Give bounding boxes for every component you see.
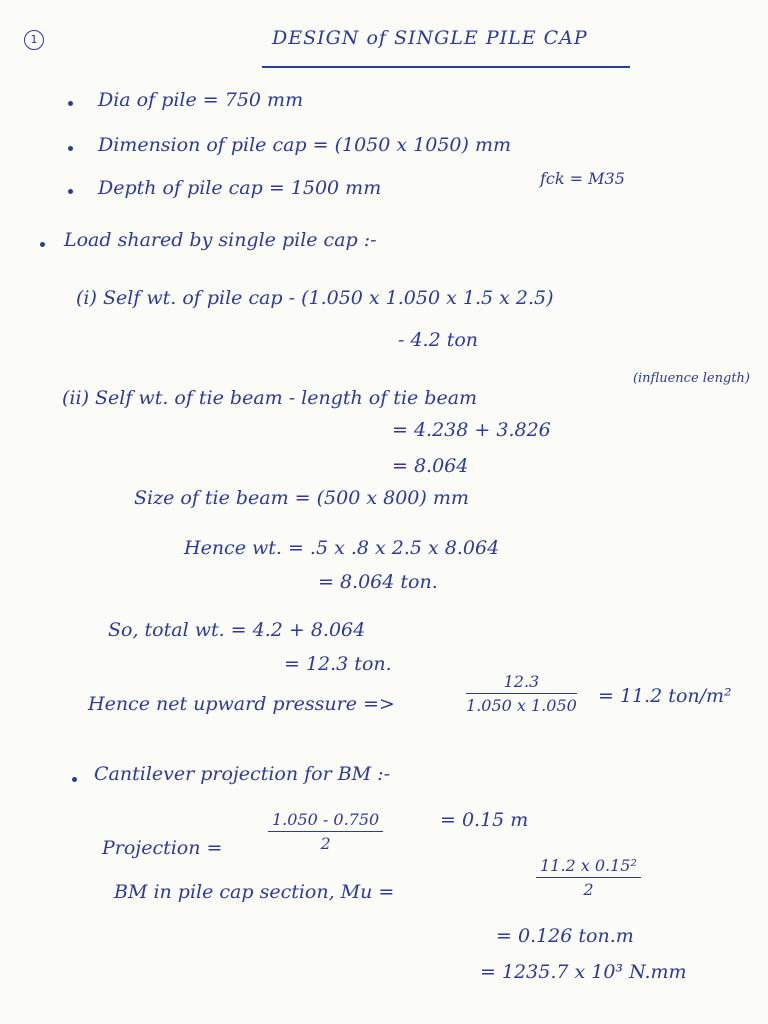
bending-moment-denominator: 2	[583, 880, 594, 899]
influence-length-note: (influence length)	[632, 371, 750, 386]
bending-moment-fraction	[536, 856, 641, 899]
pile-cap-depth-text: Depth of pile cap = 1500 mm	[98, 177, 382, 199]
tie-beam-weight-result: = 8.064 ton.	[318, 571, 438, 593]
projection-numerator: 1.050 - 0.750	[268, 810, 383, 832]
pile-diameter-text: Dia of pile = 750 mm	[98, 89, 304, 111]
page-title: DESIGN of SINGLE PILE CAP	[272, 27, 588, 49]
bullet-dot	[68, 101, 73, 106]
load-shared-heading: Load shared by single pile cap :-	[64, 229, 377, 251]
tie-beam-length-sum: = 4.238 + 3.826	[392, 419, 551, 441]
page-number: 1	[24, 30, 44, 50]
tie-beam-weight-calc: Hence wt. = .5 x .8 x 2.5 x 8.064	[184, 537, 500, 559]
pile-cap-self-weight-text: (i) Self wt. of pile cap - (1.050 x 1.050 x 1.5 x 2.5)	[76, 287, 554, 309]
bending-moment-result-ton: = 0.126 ton.m	[496, 925, 634, 947]
total-weight-text: So, total wt. = 4.2 + 8.064	[108, 619, 366, 641]
bullet-dot	[40, 242, 45, 247]
title-underline	[262, 66, 630, 68]
total-weight-result: = 12.3 ton.	[284, 653, 392, 675]
pile-cap-self-weight-result: - 4.2 ton	[398, 329, 479, 351]
projection-denominator: 2	[320, 834, 331, 853]
pressure-numerator: 12.3	[466, 672, 577, 694]
pressure-denominator: 1.050 x 1.050	[466, 696, 577, 715]
tie-beam-self-weight-text: (ii) Self wt. of tie beam - length of tie beam	[62, 387, 478, 409]
projection-label: Projection =	[102, 837, 223, 859]
bending-moment-label: BM in pile cap section, Mu =	[114, 881, 395, 903]
net-upward-pressure-result: = 11.2 ton/m²	[598, 685, 732, 707]
projection-fraction	[268, 810, 383, 853]
tie-beam-size-text: Size of tie beam = (500 x 800) mm	[134, 487, 469, 509]
bullet-dot	[72, 777, 77, 782]
bullet-dot	[68, 146, 73, 151]
projection-result: = 0.15 m	[440, 809, 529, 831]
bending-moment-result-nmm: = 1235.7 x 10³ N.mm	[480, 961, 687, 983]
cantilever-projection-heading: Cantilever projection for BM :-	[94, 763, 390, 785]
pile-cap-dimension-text: Dimension of pile cap = (1050 x 1050) mm	[98, 134, 511, 156]
pressure-fraction	[466, 672, 577, 715]
concrete-grade-text: fck = M35	[540, 169, 625, 188]
bullet-dot	[68, 189, 73, 194]
tie-beam-total-length: = 8.064	[392, 455, 469, 477]
bending-moment-numerator: 11.2 x 0.15²	[536, 856, 641, 878]
net-upward-pressure-label: Hence net upward pressure =>	[88, 693, 395, 715]
